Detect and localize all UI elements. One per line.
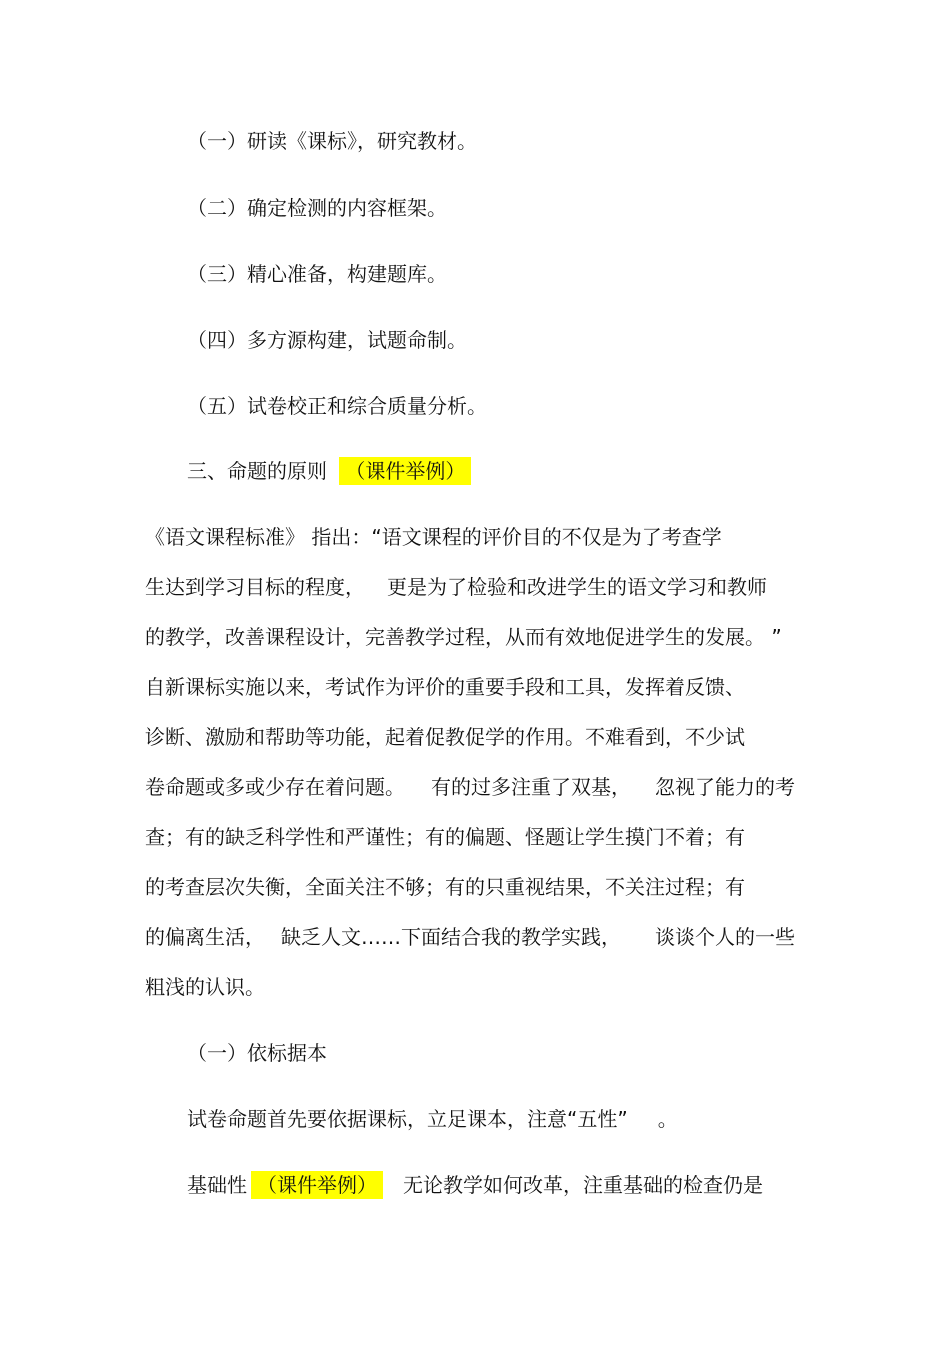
outline-item-1: （一）研读《课标》，研究教材。 — [187, 129, 477, 153]
subsection-line-2 — [187, 1171, 763, 1199]
highlight-courseware-example-2: （课件举例） — [251, 1171, 383, 1199]
outline-item-2: （二）确定检测的内容框架。 — [187, 196, 447, 220]
section-heading-text: 三、命题的原则 — [187, 459, 327, 483]
paragraph-line-6c: 忽视了能力的考 — [655, 775, 795, 799]
paragraph-line-9b: 缺乏人文……下面结合我的教学实践， — [281, 925, 621, 949]
outline-item-5: （五）试卷校正和综合质量分析。 — [187, 394, 487, 418]
paragraph-line-9c: 谈谈个人的一些 — [655, 925, 795, 949]
outline-item-3: （三）精心准备，构建题库。 — [187, 262, 447, 286]
highlight-courseware-example: （课件举例） — [339, 457, 471, 485]
paragraph-line-7: 查；有的缺乏科学性和严谨性；有的偏题、怪题让学生摸门不着；有 — [145, 825, 745, 849]
subsection-line-1a: 试卷命题首先要依据课标，立足课本，注意“五性” — [187, 1107, 628, 1131]
paragraph-line-8: 的考查层次失衡，全面关注不够；有的只重视结果，不关注过程；有 — [145, 875, 745, 899]
paragraph-line-3: 的教学，改善课程设计，完善教学过程，从而有效地促进学生的发展。 ” — [145, 625, 782, 649]
subsection-line-1 — [187, 1105, 678, 1133]
paragraph-line-6 — [145, 773, 795, 801]
paragraph-line-2 — [145, 573, 767, 601]
paragraph-line-2a: 生达到学习目标的程度， — [145, 575, 365, 599]
paragraph-line-6b: 有的过多注重了双基， — [431, 775, 631, 799]
outline-item-4: （四）多方源构建，试题命制。 — [187, 328, 467, 352]
paragraph-line-1: 《语文课程标准》 指出：“语文课程的评价目的不仅是为了考查学 — [145, 525, 722, 549]
subsection-heading: （一）依标据本 — [187, 1041, 327, 1065]
subsection-line-1b: 。 — [657, 1107, 678, 1131]
basic-label: 基础性 — [187, 1173, 247, 1197]
paragraph-line-5: 诊断、激励和帮助等功能，起着促教促学的作用。不难看到，不少试 — [145, 725, 745, 749]
paragraph-line-9a: 的偏离生活， — [145, 925, 265, 949]
paragraph-line-2b: 更是为了检验和改进学生的语文学习和教师 — [387, 575, 767, 599]
paragraph-line-9 — [145, 923, 795, 951]
paragraph-line-10: 粗浅的认识。 — [145, 975, 265, 999]
paragraph-line-4: 自新课标实施以来，考试作为评价的重要手段和工具，发挥着反馈、 — [145, 675, 745, 699]
subsection-line-2-text: 无论教学如何改革，注重基础的检查仍是 — [403, 1173, 763, 1197]
section-heading — [187, 457, 471, 485]
paragraph-line-6a: 卷命题或多或少存在着问题。 — [145, 775, 405, 799]
